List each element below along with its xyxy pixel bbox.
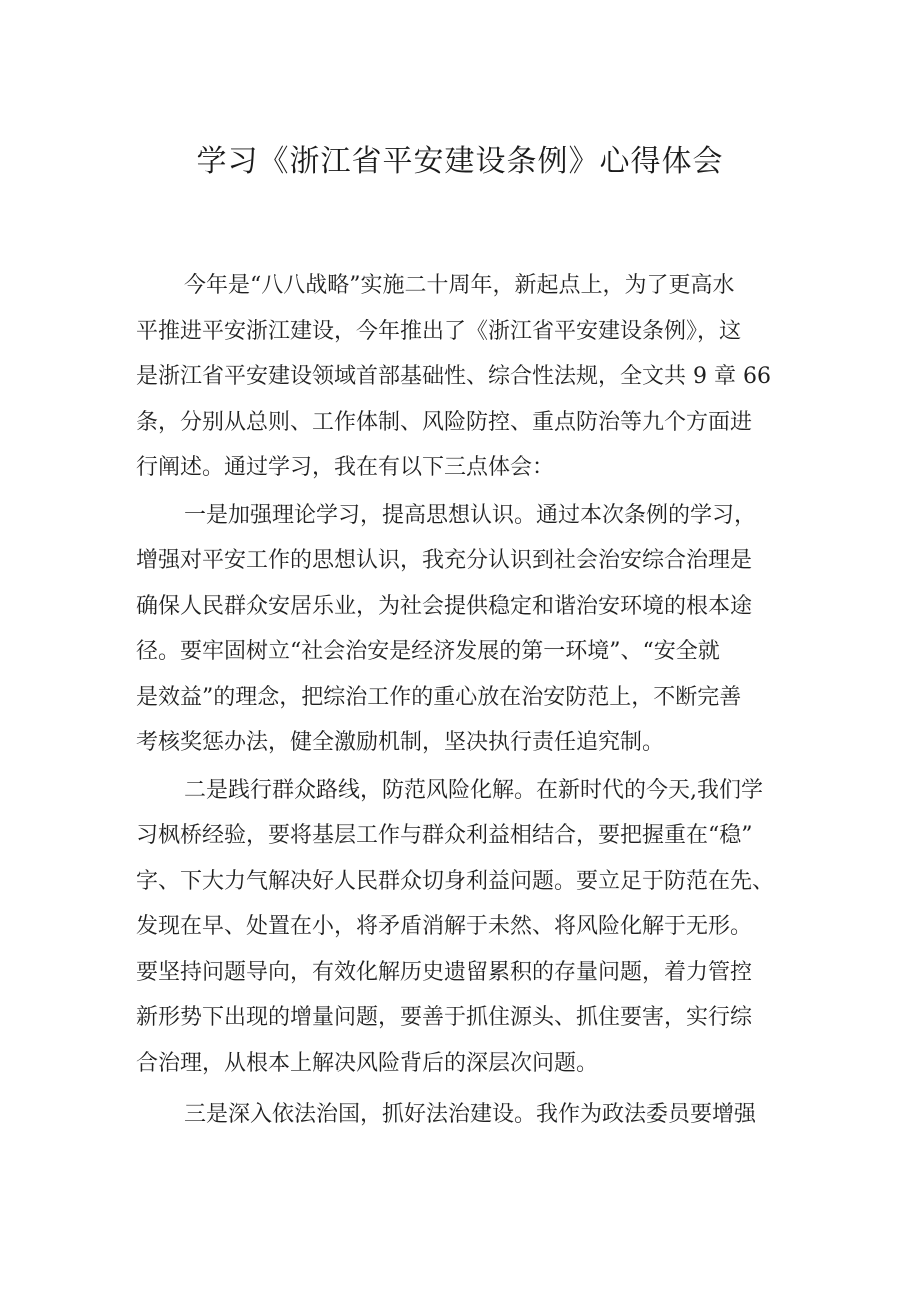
paragraph-line: 习枫桥经验，要将基层工作与群众利益相结合，要把握重在“稳” [136,823,753,848]
paragraph-line: 合治理，从根本上解决风险背后的深层次问题。 [136,1050,599,1076]
paragraph-line: 平推进平安浙江建设，今年推出了《浙江省平安建设条例》，这 [136,318,742,344]
paragraph-line: 一是加强理论学习，提高思想认识。通过本次条例的学习， [184,502,757,528]
paragraph-2 [136,493,796,766]
paragraph-3 [136,768,796,1087]
paragraph-line: 是浙江省平安建设领域首部基础性、综合性法规，全文共 9 章 66 [136,364,771,389]
paragraph-line: 行阐述。通过学习，我在有以下三点体会： [136,455,555,480]
paragraph-line: 确保人民群众安居乐业，为社会提供稳定和谐治安环境的根本途 [136,593,753,619]
paragraph-line: 发现在早、处置在小，将矛盾消解于未然、将风险化解于无形。 [136,914,753,939]
paragraph-line: 二是践行群众路线，防范风险化解。在新时代的今天,我们学 [184,777,763,803]
paragraph-line: 是效益”的理念，把综治工作的重心放在治安防范上，不断完善 [136,684,742,710]
document-body [136,263,796,1138]
paragraph-4 [136,1092,796,1138]
paragraph-line: 今年是“八八战略”实施二十周年，新起点上，为了更高水 [184,273,735,298]
paragraph-line: 径。要牢固树立“社会治安是经济发展的第一环境”、“安全就 [136,639,720,664]
paragraph-line: 新形势下出现的增量问题，要善于抓住源头、抓住要害，实行综 [136,1005,753,1030]
paragraph-line: 条，分别从总则、工作体制、风险防控、重点防治等九个方面进 [136,409,753,435]
paragraph-1 [136,263,796,491]
paragraph-line: 增强对平安工作的思想认识，我充分认识到社会治安综合治理是 [136,548,753,573]
paragraph-line: 要坚持问题导向，有效化解历史遗留累积的存量问题，着力管控 [136,959,753,985]
paragraph-line: 字、下大力气解决好人民群众切身利益问题。要立足于防范在先、 [136,868,775,894]
paragraph-line: 考核奖惩办法，健全激励机制，坚决执行责任追究制。 [136,730,665,755]
paragraph-line: 三是深入依法治国，抓好法治建设。我作为政法委员要增强 [184,1102,757,1127]
document-title: 学习《浙江省平安建设条例》心得体会 [196,144,724,179]
